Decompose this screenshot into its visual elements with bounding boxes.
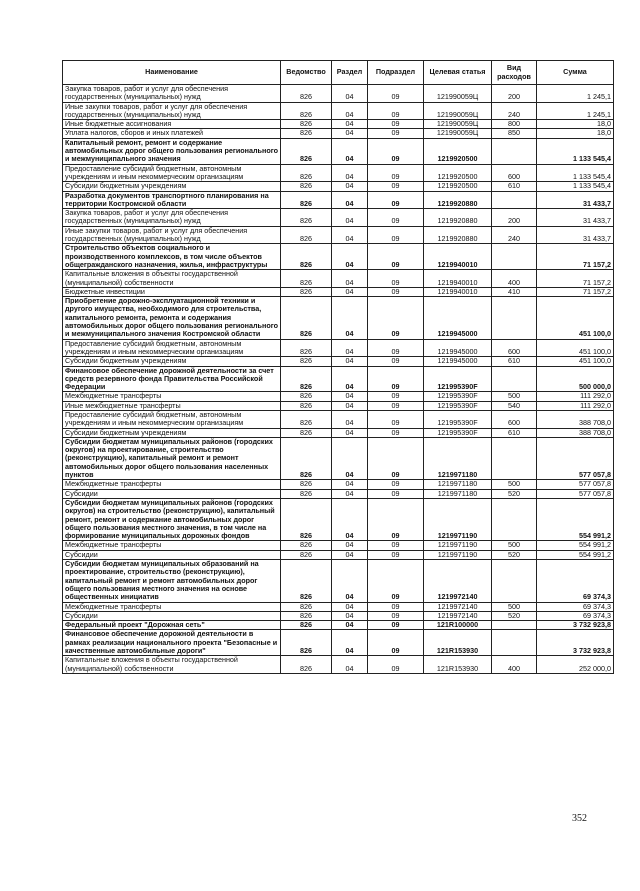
table-row <box>63 480 614 489</box>
row-amount: 18,0 <box>537 129 614 138</box>
row-section: 04 <box>332 621 368 630</box>
row-amount: 31 433,7 <box>537 209 614 227</box>
row-expense-type: 410 <box>492 287 537 296</box>
row-section: 04 <box>332 480 368 489</box>
row-expense-type: 520 <box>492 611 537 620</box>
row-amount: 451 100,0 <box>537 357 614 366</box>
row-department: 826 <box>281 480 332 489</box>
row-subsection: 09 <box>368 621 424 630</box>
row-subsection: 09 <box>368 244 424 270</box>
table-row <box>63 611 614 620</box>
row-name: Строительство объектов социального и производственного комплексов, в том числе объектов общегражданского назначения, жилья, инфраструктуры <box>63 244 281 270</box>
row-section: 04 <box>332 437 368 479</box>
row-subsection: 09 <box>368 182 424 191</box>
row-subsection: 09 <box>368 560 424 602</box>
row-name: Иные закупки товаров, работ и услуг для обеспечения государственных (муниципальных) нужд <box>63 102 281 120</box>
row-target-article: 1219940010 <box>424 244 492 270</box>
row-department: 826 <box>281 191 332 209</box>
row-name: Межбюджетные трансферты <box>63 392 281 401</box>
row-target-article: 1219920880 <box>424 191 492 209</box>
row-amount: 31 433,7 <box>537 191 614 209</box>
row-target-article: 1219971180 <box>424 480 492 489</box>
row-section: 04 <box>332 401 368 410</box>
row-department: 826 <box>281 226 332 244</box>
row-target-article: 121995390F <box>424 392 492 401</box>
row-amount: 1 133 545,4 <box>537 164 614 182</box>
row-expense-type: 610 <box>492 357 537 366</box>
row-subsection: 09 <box>368 401 424 410</box>
row-expense-type <box>492 138 537 164</box>
row-target-article: 1219945000 <box>424 297 492 339</box>
row-section: 04 <box>332 85 368 103</box>
row-subsection: 09 <box>368 287 424 296</box>
row-amount: 1 133 545,4 <box>537 138 614 164</box>
row-section: 04 <box>332 102 368 120</box>
row-subsection: 09 <box>368 541 424 550</box>
row-subsection: 09 <box>368 611 424 620</box>
row-subsection: 09 <box>368 498 424 540</box>
table-header-row <box>63 61 614 85</box>
row-name: Приобретение дорожно-эксплуатационной техники и другого имущества, необходимого для строительства, капитального ремонта, ремонта и содержания автомобильных дорог общего пользования регионального и межмуниципального значения Костромской области <box>63 297 281 339</box>
row-section: 04 <box>332 226 368 244</box>
row-target-article: 121990059Ц <box>424 102 492 120</box>
row-expense-type: 800 <box>492 120 537 129</box>
row-department: 826 <box>281 602 332 611</box>
row-section: 04 <box>332 366 368 392</box>
row-subsection: 09 <box>368 339 424 357</box>
row-target-article: 1219972140 <box>424 560 492 602</box>
row-expense-type: 400 <box>492 270 537 288</box>
row-name: Иные межбюджетные трансферты <box>63 401 281 410</box>
row-subsection: 09 <box>368 85 424 103</box>
row-name: Закупка товаров, работ и услуг для обеспечения государственных (муниципальных) нужд <box>63 209 281 227</box>
row-target-article: 1219920500 <box>424 182 492 191</box>
row-department: 826 <box>281 357 332 366</box>
row-section: 04 <box>332 541 368 550</box>
header-amount: Сумма <box>537 61 614 85</box>
row-name: Бюджетные инвестиции <box>63 287 281 296</box>
row-name: Иные закупки товаров, работ и услуг для обеспечения государственных (муниципальных) нужд <box>63 226 281 244</box>
row-section: 04 <box>332 339 368 357</box>
row-name: Межбюджетные трансферты <box>63 541 281 550</box>
row-expense-type: 520 <box>492 489 537 498</box>
row-expense-type <box>492 366 537 392</box>
row-target-article: 1219971190 <box>424 550 492 559</box>
row-expense-type <box>492 297 537 339</box>
row-expense-type: 500 <box>492 541 537 550</box>
row-section: 04 <box>332 244 368 270</box>
row-expense-type <box>492 498 537 540</box>
row-department: 826 <box>281 428 332 437</box>
table-row <box>63 287 614 296</box>
row-target-article: 1219920880 <box>424 226 492 244</box>
row-target-article: 1219971190 <box>424 541 492 550</box>
row-section: 04 <box>332 270 368 288</box>
row-amount: 71 157,2 <box>537 287 614 296</box>
table-row <box>63 656 614 674</box>
table-row <box>63 138 614 164</box>
row-subsection: 09 <box>368 550 424 559</box>
row-expense-type: 500 <box>492 602 537 611</box>
table-row <box>63 191 614 209</box>
table-row <box>63 392 614 401</box>
row-subsection: 09 <box>368 366 424 392</box>
row-department: 826 <box>281 138 332 164</box>
table-row <box>63 602 614 611</box>
row-amount: 69 374,3 <box>537 560 614 602</box>
row-department: 826 <box>281 498 332 540</box>
header-department: Ведомство <box>281 61 332 85</box>
table-row <box>63 550 614 559</box>
row-expense-type: 200 <box>492 85 537 103</box>
row-section: 04 <box>332 550 368 559</box>
table-row <box>63 410 614 428</box>
row-amount: 18,0 <box>537 120 614 129</box>
row-department: 826 <box>281 611 332 620</box>
row-subsection: 09 <box>368 102 424 120</box>
table-row <box>63 297 614 339</box>
row-name: Финансовое обеспечение дорожной деятельности за счет средств резервного фонда Правительства Российской Федерации <box>63 366 281 392</box>
row-expense-type: 610 <box>492 428 537 437</box>
table-row <box>63 401 614 410</box>
row-name: Субсидии бюджетным учреждениям <box>63 182 281 191</box>
table-row <box>63 621 614 630</box>
row-amount: 554 991,2 <box>537 541 614 550</box>
row-expense-type <box>492 191 537 209</box>
row-name: Уплата налогов, сборов и иных платежей <box>63 129 281 138</box>
row-amount: 577 057,8 <box>537 480 614 489</box>
row-name: Иные бюджетные ассигнования <box>63 120 281 129</box>
row-department: 826 <box>281 550 332 559</box>
row-name: Межбюджетные трансферты <box>63 480 281 489</box>
row-subsection: 09 <box>368 120 424 129</box>
row-department: 826 <box>281 120 332 129</box>
row-expense-type <box>492 630 537 656</box>
row-section: 04 <box>332 209 368 227</box>
row-target-article: 1219940010 <box>424 270 492 288</box>
row-section: 04 <box>332 287 368 296</box>
row-amount: 388 708,0 <box>537 428 614 437</box>
row-expense-type: 540 <box>492 401 537 410</box>
row-amount: 500 000,0 <box>537 366 614 392</box>
table-row <box>63 244 614 270</box>
row-name: Субсидии бюджетным учреждениям <box>63 428 281 437</box>
row-subsection: 09 <box>368 656 424 674</box>
table-row <box>63 164 614 182</box>
row-department: 826 <box>281 630 332 656</box>
row-department: 826 <box>281 339 332 357</box>
row-subsection: 09 <box>368 129 424 138</box>
row-section: 04 <box>332 410 368 428</box>
budget-table-sheet <box>62 60 613 674</box>
row-expense-type: 400 <box>492 656 537 674</box>
row-name: Разработка документов транспортного планирования на территории Костромской области <box>63 191 281 209</box>
table-row <box>63 489 614 498</box>
row-amount: 111 292,0 <box>537 401 614 410</box>
row-amount: 71 157,2 <box>537 244 614 270</box>
row-department: 826 <box>281 401 332 410</box>
row-amount: 451 100,0 <box>537 297 614 339</box>
row-subsection: 09 <box>368 602 424 611</box>
row-department: 826 <box>281 437 332 479</box>
row-name: Предоставление субсидий бюджетным, автономным учреждениям и иным некоммерческим организациям <box>63 339 281 357</box>
header-section: Раздел <box>332 61 368 85</box>
row-name: Межбюджетные трансферты <box>63 602 281 611</box>
row-amount: 3 732 923,8 <box>537 630 614 656</box>
row-amount: 3 732 923,8 <box>537 621 614 630</box>
row-amount: 69 374,3 <box>537 602 614 611</box>
row-target-article: 121R153930 <box>424 656 492 674</box>
row-target-article: 121995390F <box>424 410 492 428</box>
row-section: 04 <box>332 602 368 611</box>
row-department: 826 <box>281 489 332 498</box>
row-subsection: 09 <box>368 480 424 489</box>
row-amount: 1 133 545,4 <box>537 182 614 191</box>
row-department: 826 <box>281 102 332 120</box>
row-department: 826 <box>281 541 332 550</box>
row-target-article: 121990059Ц <box>424 129 492 138</box>
table-row <box>63 182 614 191</box>
row-target-article: 1219920500 <box>424 138 492 164</box>
row-subsection: 09 <box>368 209 424 227</box>
row-amount: 577 057,8 <box>537 489 614 498</box>
header-expense-type: Вид расходов <box>492 61 537 85</box>
row-name: Субсидии <box>63 611 281 620</box>
row-department: 826 <box>281 366 332 392</box>
table-row <box>63 357 614 366</box>
table-body <box>63 85 614 674</box>
row-subsection: 09 <box>368 437 424 479</box>
row-subsection: 09 <box>368 489 424 498</box>
row-subsection: 09 <box>368 226 424 244</box>
row-subsection: 09 <box>368 297 424 339</box>
row-department: 826 <box>281 182 332 191</box>
row-name: Предоставление субсидий бюджетным, автономным учреждениям и иным некоммерческим организациям <box>63 410 281 428</box>
row-name: Финансовое обеспечение дорожной деятельности в рамках реализации национального проекта "Безопасные и качественные автомобильные дороги" <box>63 630 281 656</box>
table-row <box>63 209 614 227</box>
table-row <box>63 102 614 120</box>
row-department: 826 <box>281 129 332 138</box>
row-expense-type <box>492 437 537 479</box>
row-section: 04 <box>332 138 368 164</box>
row-amount: 554 991,2 <box>537 550 614 559</box>
row-amount: 69 374,3 <box>537 611 614 620</box>
row-expense-type: 520 <box>492 550 537 559</box>
row-subsection: 09 <box>368 270 424 288</box>
row-target-article: 1219945000 <box>424 357 492 366</box>
row-target-article: 121995390F <box>424 401 492 410</box>
row-section: 04 <box>332 297 368 339</box>
row-section: 04 <box>332 489 368 498</box>
row-department: 826 <box>281 392 332 401</box>
row-name: Предоставление субсидий бюджетным, автономным учреждениям и иным некоммерческим организациям <box>63 164 281 182</box>
row-section: 04 <box>332 428 368 437</box>
row-target-article: 1219971180 <box>424 437 492 479</box>
row-name: Субсидии бюджетам муниципальных районов (городских округов) на строительство (реконструкцию), капитальный ремонт, ремонт и содержание автомобильных дорог общего пользования местного значения, в том числе на формирование муниципальных дорожных фондов <box>63 498 281 540</box>
row-amount: 1 245,1 <box>537 85 614 103</box>
row-target-article: 121995390F <box>424 428 492 437</box>
row-subsection: 09 <box>368 164 424 182</box>
row-expense-type: 200 <box>492 209 537 227</box>
row-target-article: 1219971190 <box>424 498 492 540</box>
row-section: 04 <box>332 182 368 191</box>
row-amount: 252 000,0 <box>537 656 614 674</box>
row-target-article: 121R100000 <box>424 621 492 630</box>
row-section: 04 <box>332 191 368 209</box>
row-target-article: 1219945000 <box>424 339 492 357</box>
header-target-article: Целевая статья <box>424 61 492 85</box>
table-row <box>63 437 614 479</box>
header-subsection: Подраздел <box>368 61 424 85</box>
row-department: 826 <box>281 164 332 182</box>
table-row <box>63 428 614 437</box>
row-section: 04 <box>332 611 368 620</box>
row-name: Капитальные вложения в объекты государственной (муниципальной) собственности <box>63 656 281 674</box>
row-section: 04 <box>332 164 368 182</box>
row-subsection: 09 <box>368 630 424 656</box>
row-target-article: 121995390F <box>424 366 492 392</box>
row-department: 826 <box>281 287 332 296</box>
row-amount: 31 433,7 <box>537 226 614 244</box>
row-department: 826 <box>281 209 332 227</box>
row-department: 826 <box>281 270 332 288</box>
row-name: Капитальные вложения в объекты государственной (муниципальной) собственности <box>63 270 281 288</box>
table-row <box>63 120 614 129</box>
budget-table <box>62 60 614 674</box>
row-amount: 71 157,2 <box>537 270 614 288</box>
row-amount: 554 991,2 <box>537 498 614 540</box>
row-department: 826 <box>281 560 332 602</box>
table-row <box>63 339 614 357</box>
row-target-article: 121990059Ц <box>424 85 492 103</box>
row-target-article: 1219972140 <box>424 611 492 620</box>
row-amount: 451 100,0 <box>537 339 614 357</box>
row-section: 04 <box>332 392 368 401</box>
row-name: Федеральный проект "Дорожная сеть" <box>63 621 281 630</box>
row-subsection: 09 <box>368 392 424 401</box>
row-amount: 111 292,0 <box>537 392 614 401</box>
row-expense-type: 500 <box>492 392 537 401</box>
row-name: Капитальный ремонт, ремонт и содержание автомобильных дорог общего пользования регионального и межмуниципального значения <box>63 138 281 164</box>
row-expense-type: 600 <box>492 164 537 182</box>
row-section: 04 <box>332 630 368 656</box>
table-row <box>63 541 614 550</box>
table-row <box>63 560 614 602</box>
row-department: 826 <box>281 410 332 428</box>
row-target-article: 1219971180 <box>424 489 492 498</box>
table-row <box>63 226 614 244</box>
row-expense-type: 610 <box>492 182 537 191</box>
row-department: 826 <box>281 85 332 103</box>
row-expense-type: 600 <box>492 410 537 428</box>
row-name: Закупка товаров, работ и услуг для обеспечения государственных (муниципальных) нужд <box>63 85 281 103</box>
row-expense-type: 500 <box>492 480 537 489</box>
row-section: 04 <box>332 560 368 602</box>
row-expense-type: 240 <box>492 102 537 120</box>
row-target-article: 1219920500 <box>424 164 492 182</box>
row-expense-type: 850 <box>492 129 537 138</box>
row-subsection: 09 <box>368 138 424 164</box>
row-department: 826 <box>281 656 332 674</box>
header-name: Наименование <box>63 61 281 85</box>
row-expense-type <box>492 621 537 630</box>
row-target-article: 121990059Ц <box>424 120 492 129</box>
row-department: 826 <box>281 297 332 339</box>
row-amount: 388 708,0 <box>537 410 614 428</box>
row-name: Субсидии <box>63 550 281 559</box>
row-target-article: 121R153930 <box>424 630 492 656</box>
row-section: 04 <box>332 120 368 129</box>
row-target-article: 1219972140 <box>424 602 492 611</box>
row-target-article: 1219920880 <box>424 209 492 227</box>
row-target-article: 1219940010 <box>424 287 492 296</box>
row-name: Субсидии <box>63 489 281 498</box>
row-department: 826 <box>281 621 332 630</box>
row-expense-type <box>492 244 537 270</box>
row-section: 04 <box>332 357 368 366</box>
row-name: Субсидии бюджетам муниципальных районов (городских округов) на проектирование, строительство (реконструкцию), капитальный ремонт и ремонт автомобильных дорог общего пользования населенных пунктов <box>63 437 281 479</box>
row-name: Субсидии бюджетам муниципальных образований на проектирование, строительство (реконструкцию), капитальный ремонт и ремонт автомобильных дорог общего пользования местного значения на основе общественных инициатив <box>63 560 281 602</box>
row-name: Субсидии бюджетным учреждениям <box>63 357 281 366</box>
row-expense-type: 240 <box>492 226 537 244</box>
table-row <box>63 129 614 138</box>
table-row <box>63 498 614 540</box>
row-amount: 577 057,8 <box>537 437 614 479</box>
table-row <box>63 630 614 656</box>
row-expense-type <box>492 560 537 602</box>
row-amount: 1 245,1 <box>537 102 614 120</box>
row-subsection: 09 <box>368 410 424 428</box>
table-row <box>63 366 614 392</box>
row-subsection: 09 <box>368 191 424 209</box>
row-expense-type: 600 <box>492 339 537 357</box>
row-section: 04 <box>332 129 368 138</box>
row-subsection: 09 <box>368 428 424 437</box>
row-section: 04 <box>332 498 368 540</box>
page-number: 352 <box>572 813 587 824</box>
row-subsection: 09 <box>368 357 424 366</box>
row-section: 04 <box>332 656 368 674</box>
table-row <box>63 85 614 103</box>
row-department: 826 <box>281 244 332 270</box>
table-row <box>63 270 614 288</box>
